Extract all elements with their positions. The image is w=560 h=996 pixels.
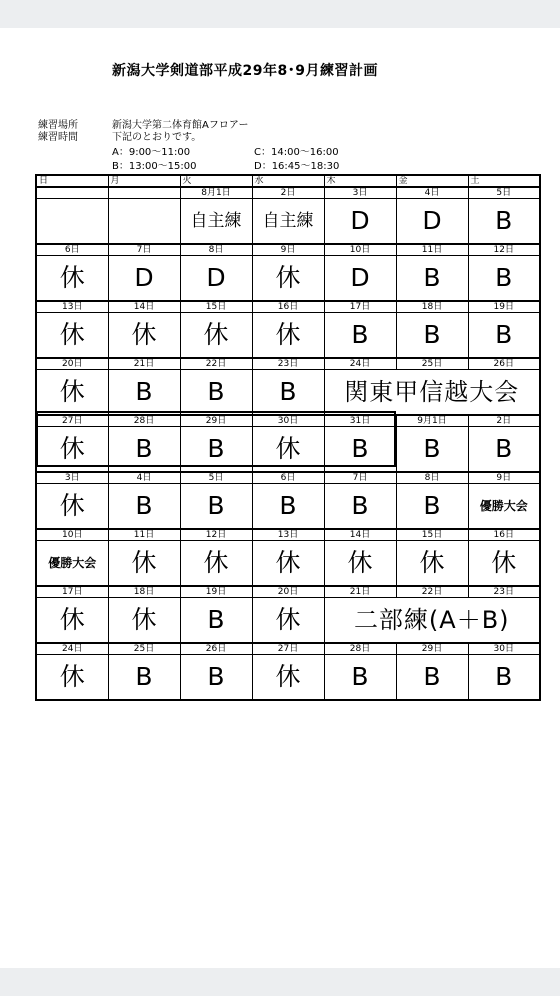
date-cell: 5日 (180, 472, 252, 484)
plan-cell: B (180, 655, 252, 701)
date-cell: 10日 (36, 529, 108, 541)
date-cell: 9月1日 (396, 415, 468, 427)
date-cell: 3日 (36, 472, 108, 484)
plan-cell: 休 (252, 256, 324, 302)
page-title: 新潟大学剣道部平成29年8･9月練習計画 (112, 63, 378, 79)
plan-cell: B (252, 370, 324, 416)
date-cell: 30日 (468, 643, 540, 655)
date-cell: 4日 (108, 472, 180, 484)
plan-cell: 休 (108, 541, 180, 587)
plan-cell: 休 (36, 313, 108, 359)
plan-cell (108, 199, 180, 245)
plan-row (36, 313, 540, 359)
date-cell (108, 187, 180, 199)
date-cell: 16日 (252, 301, 324, 313)
date-cell: 20日 (36, 358, 108, 370)
plan-cell: 優勝大会 (468, 484, 540, 530)
plan-row (36, 370, 540, 416)
plan-cell: D (108, 256, 180, 302)
date-row (36, 472, 540, 484)
date-cell: 21日 (324, 586, 396, 598)
plan-cell: 関東甲信越大会 (324, 370, 540, 416)
plan-cell: 休 (252, 598, 324, 644)
date-cell: 18日 (108, 586, 180, 598)
date-cell: 17日 (36, 586, 108, 598)
plan-cell: 休 (108, 313, 180, 359)
date-cell: 7日 (108, 244, 180, 256)
weekday-sat: 土 (468, 175, 540, 187)
date-cell: 3日 (324, 187, 396, 199)
date-row (36, 358, 540, 370)
plan-cell: 自主練 (252, 199, 324, 245)
date-cell: 28日 (108, 415, 180, 427)
date-row (36, 415, 540, 427)
date-cell: 5日 (468, 187, 540, 199)
plan-cell: 二部練(A＋B) (324, 598, 540, 644)
plan-cell: D (180, 256, 252, 302)
date-cell: 15日 (396, 529, 468, 541)
time-label: 練習時間 (38, 132, 78, 143)
plan-cell: B (396, 655, 468, 701)
plan-cell: B (324, 484, 396, 530)
date-cell: 15日 (180, 301, 252, 313)
plan-cell: B (468, 655, 540, 701)
plan-cell: B (180, 370, 252, 416)
date-cell: 29日 (396, 643, 468, 655)
plan-cell: B (324, 313, 396, 359)
plan-cell: B (180, 427, 252, 473)
date-cell (36, 187, 108, 199)
plan-cell: 休 (36, 256, 108, 302)
date-cell: 18日 (396, 301, 468, 313)
date-cell: 22日 (396, 586, 468, 598)
date-cell: 16日 (468, 529, 540, 541)
time-c: C：14:00～16:00 (254, 147, 339, 158)
date-row (36, 529, 540, 541)
plan-cell: B (468, 199, 540, 245)
date-cell: 22日 (180, 358, 252, 370)
date-row (36, 244, 540, 256)
time-a: A：9:00～11:00 (112, 147, 191, 158)
date-cell: 24日 (324, 358, 396, 370)
date-cell: 26日 (180, 643, 252, 655)
date-cell: 27日 (252, 643, 324, 655)
plan-cell: B (468, 427, 540, 473)
weekday-fri: 金 (396, 175, 468, 187)
plan-cell: B (180, 484, 252, 530)
place-label: 練習場所 (38, 120, 78, 131)
plan-cell: B (324, 655, 396, 701)
date-row (36, 187, 540, 199)
plan-row (36, 484, 540, 530)
weekday-tue: 火 (180, 175, 252, 187)
plan-cell: D (396, 199, 468, 245)
date-cell: 23日 (252, 358, 324, 370)
weekday-thu: 木 (324, 175, 396, 187)
date-cell: 2日 (468, 415, 540, 427)
plan-cell: 休 (468, 541, 540, 587)
date-cell: 19日 (468, 301, 540, 313)
place-value: 新潟大学第二体育館Aフロアー (112, 120, 249, 131)
time-note: 下記のとおりです。 (112, 132, 202, 143)
date-cell: 10日 (324, 244, 396, 256)
plan-cell: B (324, 427, 396, 473)
date-cell: 2日 (252, 187, 324, 199)
plan-cell: 休 (180, 541, 252, 587)
plan-cell: 休 (36, 427, 108, 473)
time-b: B：13:00～15:00 (112, 161, 197, 172)
date-cell: 29日 (180, 415, 252, 427)
plan-cell: 休 (252, 541, 324, 587)
plan-cell: B (396, 256, 468, 302)
plan-cell: 休 (396, 541, 468, 587)
plan-cell: D (324, 256, 396, 302)
plan-row (36, 256, 540, 302)
plan-cell: 休 (36, 370, 108, 416)
date-cell: 14日 (324, 529, 396, 541)
plan-cell: 自主練 (180, 199, 252, 245)
plan-cell: 優勝大会 (36, 541, 108, 587)
plan-cell: B (252, 484, 324, 530)
date-cell: 27日 (36, 415, 108, 427)
plan-cell: 休 (36, 655, 108, 701)
plan-cell: B (108, 370, 180, 416)
weekday-header-row (36, 175, 540, 187)
date-cell: 13日 (252, 529, 324, 541)
date-cell: 26日 (468, 358, 540, 370)
plan-cell: 休 (252, 655, 324, 701)
plan-cell: B (108, 427, 180, 473)
date-cell: 11日 (396, 244, 468, 256)
date-cell: 17日 (324, 301, 396, 313)
date-cell: 30日 (252, 415, 324, 427)
plan-cell: 休 (36, 484, 108, 530)
plan-cell (36, 199, 108, 245)
date-cell: 6日 (252, 472, 324, 484)
plan-cell: 休 (180, 313, 252, 359)
plan-cell: B (396, 313, 468, 359)
weekday-wed: 水 (252, 175, 324, 187)
date-cell: 9日 (252, 244, 324, 256)
date-cell: 23日 (468, 586, 540, 598)
plan-cell: B (396, 484, 468, 530)
plan-row (36, 598, 540, 644)
plan-cell: 休 (252, 427, 324, 473)
date-cell: 8月1日 (180, 187, 252, 199)
plan-row (36, 427, 540, 473)
date-cell: 4日 (396, 187, 468, 199)
plan-row (36, 655, 540, 701)
weekday-mon: 月 (108, 175, 180, 187)
date-row (36, 301, 540, 313)
date-row (36, 643, 540, 655)
plan-cell: D (324, 199, 396, 245)
date-cell: 9日 (468, 472, 540, 484)
date-cell: 31日 (324, 415, 396, 427)
time-d: D：16:45～18:30 (254, 161, 340, 172)
plan-cell: B (396, 427, 468, 473)
date-cell: 12日 (180, 529, 252, 541)
calendar-table (35, 174, 541, 701)
plan-row (36, 541, 540, 587)
date-cell: 11日 (108, 529, 180, 541)
date-cell: 21日 (108, 358, 180, 370)
date-row (36, 586, 540, 598)
plan-cell: 休 (324, 541, 396, 587)
date-cell: 12日 (468, 244, 540, 256)
date-cell: 7日 (324, 472, 396, 484)
plan-cell: B (108, 655, 180, 701)
plan-cell: 休 (252, 313, 324, 359)
plan-row (36, 199, 540, 245)
date-cell: 24日 (36, 643, 108, 655)
date-cell: 14日 (108, 301, 180, 313)
date-cell: 8日 (180, 244, 252, 256)
plan-cell: 休 (108, 598, 180, 644)
date-cell: 28日 (324, 643, 396, 655)
date-cell: 8日 (396, 472, 468, 484)
weekday-sun: 日 (36, 175, 108, 187)
plan-cell: B (468, 313, 540, 359)
plan-cell: B (180, 598, 252, 644)
date-cell: 13日 (36, 301, 108, 313)
plan-cell: 休 (36, 598, 108, 644)
date-cell: 20日 (252, 586, 324, 598)
date-cell: 25日 (396, 358, 468, 370)
plan-cell: B (108, 484, 180, 530)
date-cell: 25日 (108, 643, 180, 655)
date-cell: 6日 (36, 244, 108, 256)
date-cell: 19日 (180, 586, 252, 598)
plan-cell: B (468, 256, 540, 302)
